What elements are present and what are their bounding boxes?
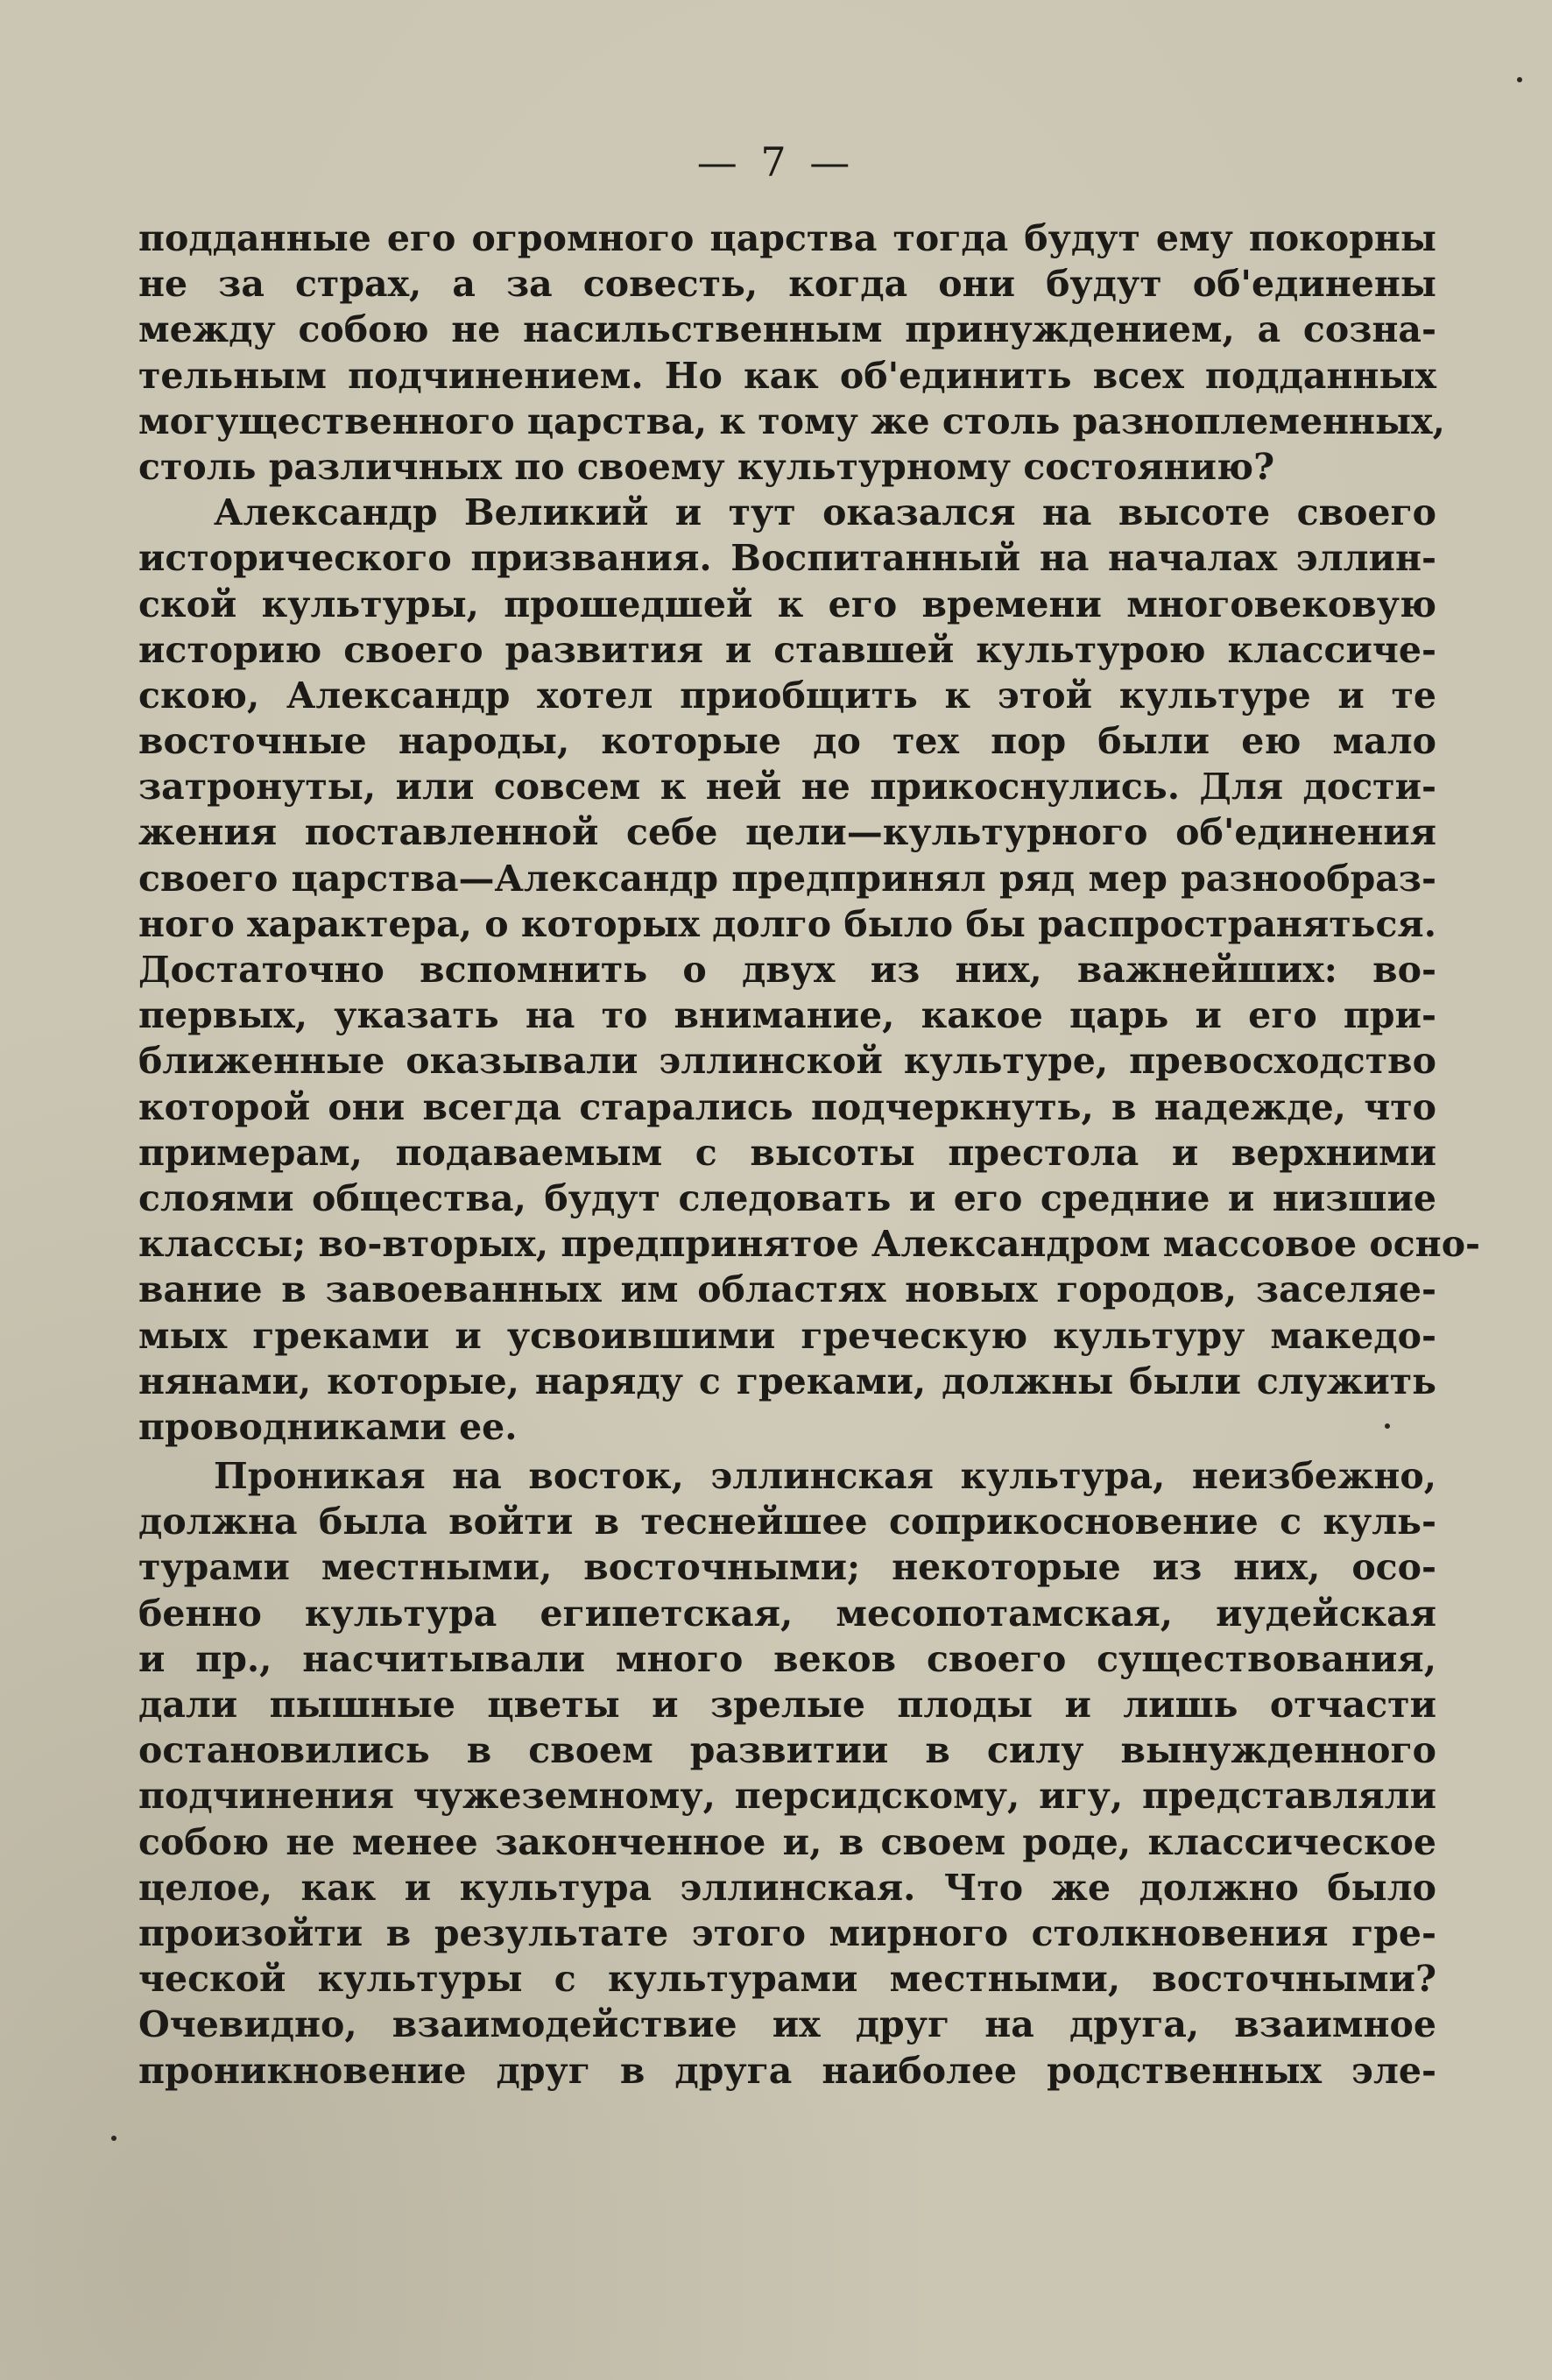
text-line: ближенные оказывали эллинской культуре, превосходство (138, 1040, 1436, 1083)
body-text (138, 215, 1481, 2094)
text-line: проникновение друг в друга наиболее родственных эле- (138, 2049, 1436, 2092)
text-line: скою, Александр хотел приобщить к этой культуре и те (138, 674, 1436, 717)
text-line: примерам, подаваемым с высоты престола и верхними (138, 1131, 1436, 1174)
speck-mark (1385, 1423, 1390, 1429)
text-line: собою не менее законченное и, в своем роде, классическое (138, 1820, 1436, 1863)
text-line: ного характера, о которых долго было бы распространяться. (138, 902, 1436, 945)
text-line: своего царства—Александр предпринял ряд мер разнообраз- (138, 857, 1436, 900)
text-line: могущественного царства, к тому же столь разноплеменных, (138, 399, 1445, 442)
text-line: классы; во-вторых, предпринятое Александром массовое осно- (138, 1223, 1481, 1266)
text-line: дали пышные цветы и зрелые плоды и лишь отчасти (138, 1684, 1436, 1726)
text-line: произойти в результате этого мирного столкновения гре- (138, 1911, 1436, 1954)
text-line: Очевидно, взаимодействие их друг на друга, взаимное (138, 2003, 1436, 2046)
text-line: тельным подчинением. Но как об'единить всех подданных (138, 354, 1436, 397)
text-line: нянами, которые, наряду с греками, должны были служить (138, 1359, 1436, 1402)
text-line: должна была войти в теснейшее соприкосновение с куль- (138, 1501, 1436, 1543)
text-line: турами местными, восточными; некоторые из них, осо- (138, 1546, 1436, 1589)
text-line: ческой культуры с культурами местными, восточными? (138, 1958, 1436, 2001)
text-line: жения поставленной себе цели—культурного об'единения (138, 811, 1436, 854)
text-line: проводниками ее. (138, 1405, 518, 1448)
text-line: остановились в своем развитии в силу вынужденного (138, 1729, 1436, 1772)
text-line: подданные его огромного царства тогда будут ему покорны (138, 217, 1436, 259)
text-line: Достаточно вспомнить о двух из них, важнейших: во- (138, 949, 1436, 991)
text-line: восточные народы, которые до тех пор были ею мало (138, 720, 1436, 763)
text-line: и пр., насчитывали много веков своего существования, (138, 1637, 1436, 1680)
speck-mark (111, 2136, 116, 2141)
text-line: слоями общества, будут следовать и его средние и низшие (138, 1176, 1436, 1219)
text-line: первых, указать на то внимание, какое царь и его при- (138, 994, 1436, 1037)
text-line: вание в завоеванных им областях новых городов, заселяе- (138, 1268, 1436, 1311)
text-line: не за страх, а за совесть, когда они будут об'единены (138, 263, 1436, 306)
text-line: бенно культура египетская, месопотамская, иудейская (138, 1592, 1436, 1635)
text-line: подчинения чужеземному, персидскому, игу, представляли (138, 1775, 1436, 1818)
text-line: мых греками и усвоившими греческую культуру македо- (138, 1314, 1436, 1357)
text-line: ской культуры, прошедшей к его времени многовековую (138, 583, 1436, 625)
text-line: затронуты, или совсем к ней не прикоснулись. Для дости- (138, 766, 1436, 809)
text-line: столь различных по своему культурному состоянию? (138, 445, 1275, 488)
speck-mark (1517, 77, 1522, 82)
text-line: исторического призвания. Воспитанный на началах эллин- (138, 537, 1436, 580)
text-line: Александр Великий и тут оказался на высоте своего (214, 491, 1436, 534)
text-line: которой они всегда старались подчеркнуть, в надежде, что (138, 1085, 1436, 1128)
text-line: историю своего развития и ставшей культурою классиче- (138, 628, 1436, 671)
text-line: между собою не насильственным принуждением, а созна- (138, 308, 1436, 351)
text-line: целое, как и культура эллинская. Что же должно было (138, 1866, 1436, 1909)
text-line: Проникая на восток, эллинская культура, неизбежно, (214, 1455, 1436, 1498)
page-number: — 7 — (696, 138, 856, 186)
